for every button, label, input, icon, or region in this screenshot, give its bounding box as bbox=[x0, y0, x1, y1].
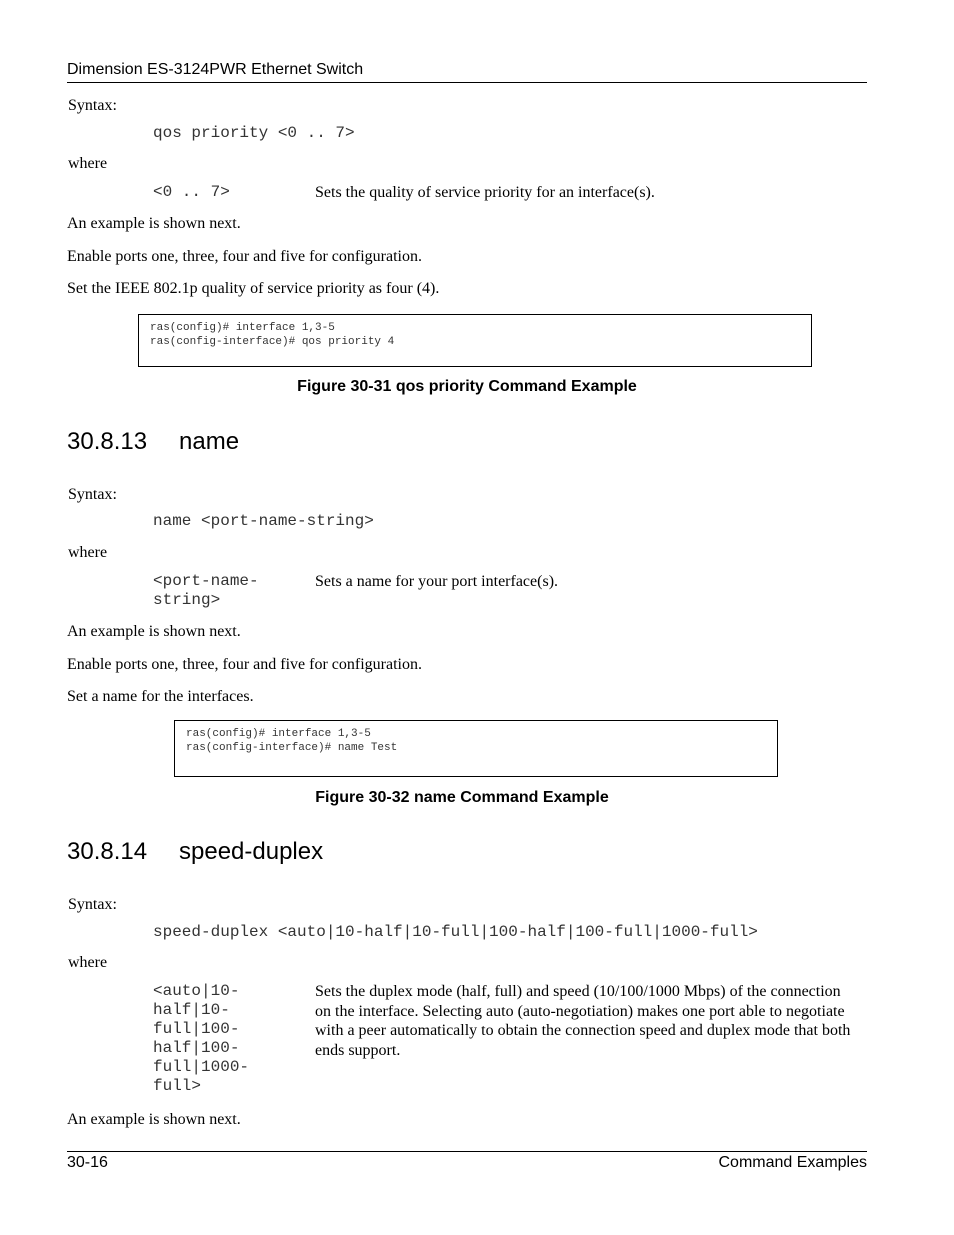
section-number: 30.8.13 bbox=[67, 428, 148, 455]
page-number: 30-16 bbox=[67, 1154, 108, 1171]
parameter-name: <auto|10- half|10- full|100- half|100- full|1000- full> bbox=[153, 982, 250, 1095]
syntax-command: speed-duplex <auto|10-half|10-full|100-half|100-full|1000-full> bbox=[153, 923, 758, 941]
figure-caption: Figure 30-32 name Command Example bbox=[315, 789, 609, 806]
where-label: where bbox=[68, 954, 108, 971]
paragraph: Enable ports one, three, four and five for configuration. bbox=[67, 248, 422, 265]
header-rule bbox=[67, 82, 867, 83]
parameter-name: <0 .. 7> bbox=[153, 183, 230, 201]
syntax-label: Syntax: bbox=[68, 896, 117, 913]
chapter-title: Command Examples bbox=[718, 1154, 867, 1171]
running-header: Dimension ES-3124PWR Ethernet Switch bbox=[67, 61, 364, 78]
code-example-box bbox=[138, 314, 812, 367]
syntax-command: name <port-name-string> bbox=[153, 512, 374, 530]
paragraph: An example is shown next. bbox=[67, 623, 241, 640]
section-title: name bbox=[179, 428, 240, 455]
parameter-name: <port-name- string> bbox=[153, 572, 259, 609]
paragraph: Enable ports one, three, four and five for configuration. bbox=[67, 656, 422, 673]
code-line: ras(config-interface)# qos priority 4 bbox=[150, 336, 395, 348]
paragraph: An example is shown next. bbox=[67, 1111, 241, 1128]
code-line: ras(config-interface)# name Test bbox=[186, 742, 398, 754]
paragraph: An example is shown next. bbox=[67, 215, 241, 232]
figure-caption: Figure 30-31 qos priority Command Example bbox=[297, 378, 637, 395]
section-heading bbox=[67, 838, 323, 866]
code-line: ras(config)# interface 1,3-5 bbox=[186, 728, 371, 740]
where-label: where bbox=[68, 155, 108, 172]
syntax-label: Syntax: bbox=[68, 97, 117, 114]
section-title: speed-duplex bbox=[179, 838, 324, 865]
code-line: ras(config)# interface 1,3-5 bbox=[150, 322, 335, 334]
parameter-description: Sets the quality of service priority for an interface(s). bbox=[315, 184, 655, 201]
parameter-description: Sets the duplex mode (half, full) and speed (10/100/1000 Mbps) of the connection on the interface. Selecting auto (auto-negotiation) makes one port able to negotiate with a peer automatically to obtain the connection speed and duplex mode that both ends support. bbox=[315, 983, 851, 1059]
section-heading bbox=[67, 428, 239, 456]
parameter-description: Sets a name for your port interface(s). bbox=[315, 573, 559, 590]
syntax-command: qos priority <0 .. 7> bbox=[153, 124, 355, 142]
syntax-label: Syntax: bbox=[68, 486, 117, 503]
section-number: 30.8.14 bbox=[67, 838, 148, 865]
paragraph: Set a name for the interfaces. bbox=[67, 688, 254, 705]
paragraph: Set the IEEE 802.1p quality of service priority as four (4). bbox=[67, 280, 440, 297]
footer-rule bbox=[67, 1151, 867, 1152]
code-example-box bbox=[174, 720, 778, 777]
where-label: where bbox=[68, 544, 108, 561]
